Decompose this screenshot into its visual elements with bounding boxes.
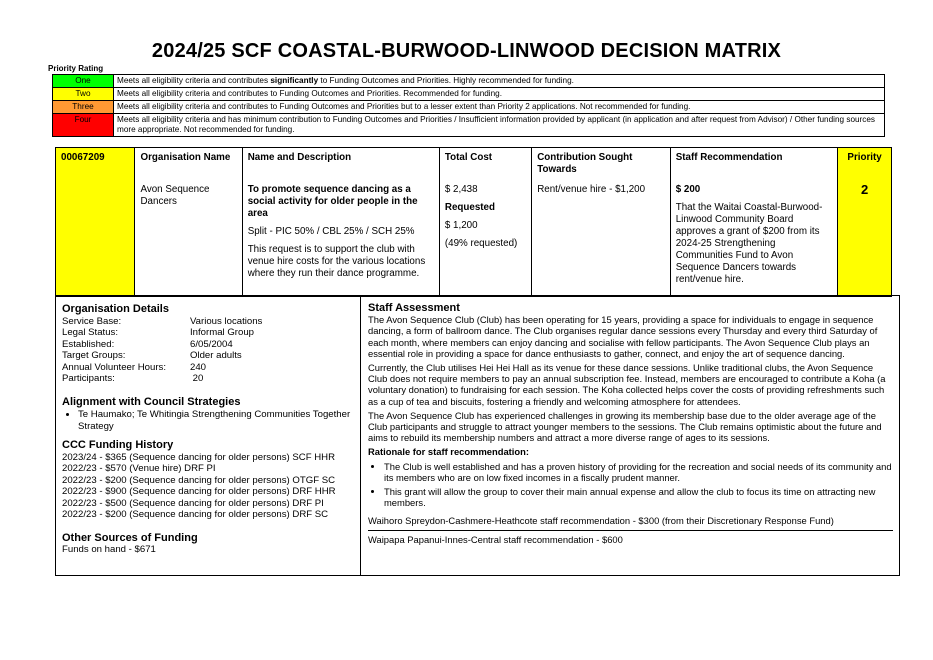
header-contribution: Contribution Sought Towards <box>532 148 671 181</box>
staff-recommendation-cell <box>670 180 837 297</box>
application-header-row <box>56 148 892 181</box>
list-item: 2022/23 - $900 (Sequence dancing for older persons) DRF HHR <box>62 486 336 497</box>
priority-desc-three: Meets all eligibility criteria and contributes to Funding Outcomes and Priorities but to a lesser extent than Priority 2 applications. Not recommended for funding. <box>114 101 885 114</box>
header-org-name: Organisation Name <box>135 148 242 181</box>
list-item: • This grant will allow the group to cover their main annual expense and allow the club to focus its time on attracting new members. <box>384 486 893 508</box>
priority-key-two: Two <box>53 88 114 101</box>
priority-key-four: Four <box>53 114 114 137</box>
header-name-description: Name and Description <box>242 148 439 181</box>
priority-row-three <box>53 101 885 114</box>
rationale-list <box>368 461 893 509</box>
priority-rating-table <box>52 74 885 137</box>
total-cost: $ 2,438 <box>444 184 478 195</box>
assessment-paragraph: The Avon Sequence Club (Club) has been operating for 15 years, providing a space for individuals to engage in sequence dancing, a form of ballroom dance. The Club organises regular dance sessions every Thursday and every third Saturday of each month, where members can enjoy dancing and socialise with fellow participants. The Avon Sequence Club plays an essential role in providing a space for dance enthusiasts to gather, connect, and enjoy the art of sequence dancing. <box>368 314 878 359</box>
other-funding-text: Funds on hand - $671 <box>62 544 156 555</box>
project-description: This request is to support the club with venue hire costs for the various locations where they run their dance programme. <box>247 244 426 279</box>
list-item: 2022/23 - $200 (Sequence dancing for older persons) DRF SC <box>62 509 329 520</box>
priority-row-two <box>53 88 885 101</box>
org-details-list <box>62 316 354 385</box>
org-detail-row: Participants: 20 <box>62 373 204 384</box>
assessment-paragraph: The Avon Sequence Club has experienced challenges in growing its membership base due to the older average age of the Club participants and struggle to attract younger members to the sessions. The Club remains optimistic about the future and aims to rebuild its membership numbers and attract a more diverse range of ages to its sessions. <box>368 409 882 444</box>
application-id: 00067209 <box>56 148 135 297</box>
details-panel <box>55 295 900 576</box>
org-name: Avon Sequence Dancers <box>135 180 242 297</box>
header-priority: Priority <box>838 148 892 181</box>
priority-desc-two: Meets all eligibility criteria and contributes to Funding Outcomes and Priorities. Recommended for funding. <box>114 88 885 101</box>
other-funding-heading: Other Sources of Funding <box>62 531 198 544</box>
requested-label: Requested <box>444 202 495 213</box>
priority-desc-four: Meets all eligibility criteria and has minimum contribution to Funding Outcomes and Priorities / Insufficient information provided by applicant (in application and after request from Advisor) / Other funding sources more appropriate. Not recommended for funding. <box>114 114 885 137</box>
application-table <box>55 147 892 297</box>
priority-rating-label: Priority Rating <box>48 64 104 73</box>
org-detail-row: Legal Status: Informal Group <box>62 327 254 338</box>
priority-key-three: Three <box>53 101 114 114</box>
header-total-cost: Total Cost <box>439 148 531 181</box>
staff-assessment-column <box>362 296 899 552</box>
priority-value: 2 <box>860 182 869 197</box>
priority-desc-one: Meets all eligibility criteria and contributes significantly to Funding Outcomes and Priorities. Highly recommended for funding. <box>114 75 885 88</box>
priority-key-one: One <box>53 75 114 88</box>
assessment-paragraph: Currently, the Club utilises Hei Hei Hall as its venue for these dance sessions. Unlike traditional clubs, the Avon Sequence Club does not require members to pay an annual subscription fee. Instead, members are encouraged to contribute a Koha (a voluntary donation) to fundraising for each session. The Koha collected helps cover the costs of providing refreshments such as a cup of tea and biscuits, fostering a friendly and welcoming atmosphere for attendees. <box>368 362 886 407</box>
priority-row-four <box>53 114 885 137</box>
page-title: 2024/25 SCF COASTAL-BURWOOD-LINWOOD DECISION MATRIX <box>151 40 782 62</box>
recommendation-text: That the Waitai Coastal-Burwood-Linwood Community Board approves a grant of $200 from its 2024-25 Strengthening Communities Fund to Avon Sequence Dancers towards rent/venue hire. <box>675 202 823 285</box>
priority-cell <box>838 180 892 297</box>
list-item: • Te Haumako; Te Whitingia Strengthening Communities Together Strategy <box>78 409 354 432</box>
contribution-sought: Rent/venue hire - $1,200 <box>532 180 671 297</box>
funding-history-heading: CCC Funding History <box>62 439 174 451</box>
org-detail-row: Target Groups: Older adults <box>62 350 242 361</box>
application-body-row <box>56 180 892 297</box>
funding-split: Split - PIC 50% / CBL 25% / SCH 25% <box>247 226 415 237</box>
other-board-recommendation: Waipapa Papanui-Innes-Central staff recommendation - $600 <box>368 533 623 545</box>
org-detail-row: Established: 6/05/2004 <box>62 338 233 350</box>
org-detail-row: Annual Volunteer Hours: 240 <box>62 361 207 373</box>
alignment-list <box>62 409 354 432</box>
project-title: To promote sequence dancing as a social activity for older people in the area <box>247 184 418 219</box>
requested-amount: $ 1,200 <box>444 220 478 231</box>
rationale-heading: Rationale for staff recommendation: <box>368 446 529 458</box>
divider <box>368 530 893 531</box>
funding-history-list <box>62 452 354 521</box>
org-detail-row: Service Base: Various locations <box>62 315 263 327</box>
total-cost-cell <box>439 180 531 297</box>
list-item: 2022/23 - $500 (Sequence dancing for older persons) DRF PI <box>62 497 324 509</box>
recommended-amount: $ 200 <box>675 184 701 195</box>
list-item: 2022/23 - $570 (Venue hire) DRF PI <box>62 463 216 474</box>
staff-assessment-heading: Staff Assessment <box>368 302 460 314</box>
name-description-cell <box>242 180 439 297</box>
requested-percent: (49% requested) <box>444 238 518 249</box>
list-item: • The Club is well established and has a proven history of providing for the recreation and social needs of its community and its members who are on low fixed incomes in a fiscally prudent manner. <box>384 461 893 483</box>
alignment-heading: Alignment with Council Strategies <box>62 395 241 408</box>
list-item: 2023/24 - $365 (Sequence dancing for older persons) SCF HHR <box>62 451 336 463</box>
organisation-column <box>56 296 361 575</box>
header-staff-recommendation: Staff Recommendation <box>670 148 837 181</box>
list-item: 2022/23 - $200 (Sequence dancing for older persons) OTGF SC <box>62 474 336 486</box>
other-board-recommendation: Waihoro Spreydon-Cashmere-Heathcote staff recommendation - $300 (from their Discretionary Response Fund) <box>368 515 834 527</box>
org-details-heading: Organisation Details <box>62 303 169 315</box>
priority-row-one <box>53 75 885 88</box>
